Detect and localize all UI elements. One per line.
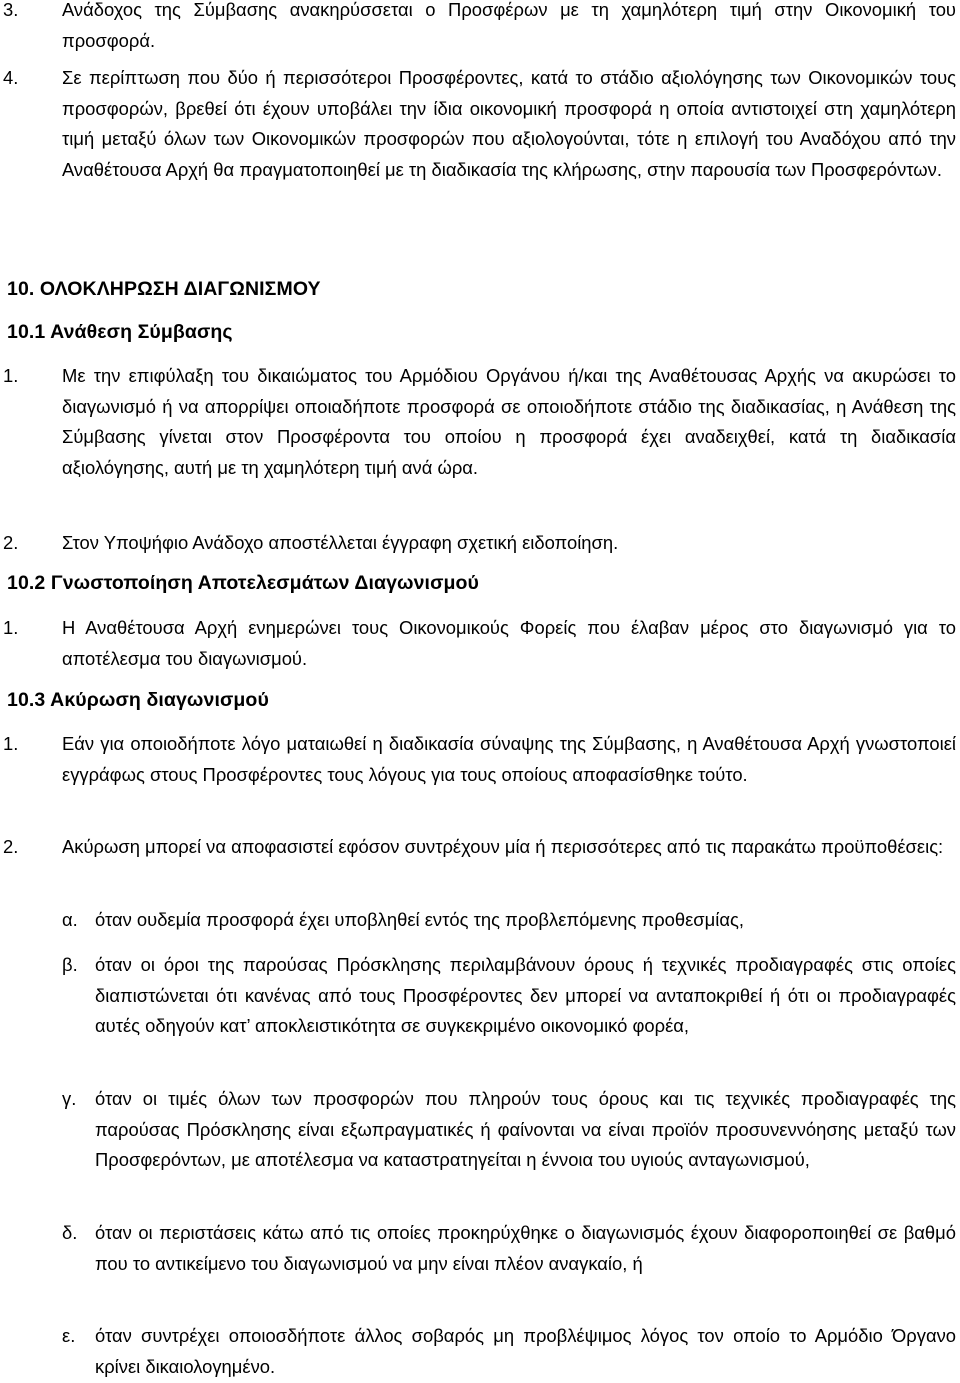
- condition-letter: α.: [62, 909, 78, 930]
- condition-letter: ε.: [62, 1325, 76, 1346]
- subsection-heading-10-2: 10.2 Γνωστοποίηση Αποτελεσμάτων Διαγωνισμού: [7, 572, 480, 594]
- subsection-heading-10-1: 10.1 Ανάθεση Σύμβασης: [7, 321, 233, 343]
- paragraph: όταν συντρέχει οποιοσδήποτε άλλος σοβαρός μη προβλέψιμος λόγος τον οποίο το Αρμόδιο Όργανο κρίνει δικαιολογημένο.: [95, 1325, 956, 1377]
- section-heading-10: 10. ΟΛΟΚΛΗΡΩΣΗ ΔΙΑΓΩΝΙΣΜΟΥ: [7, 278, 321, 300]
- list-number: 4.: [3, 67, 19, 88]
- paragraph: Η Αναθέτουσα Αρχή ενημερώνει τους Οικονομικούς Φορείς που έλαβαν μέρος στο διαγωνισμό για το αποτέλεσμα του διαγωνισμού.: [62, 617, 956, 669]
- subsection-heading-10-3: 10.3 Ακύρωση διαγωνισμού: [7, 689, 269, 711]
- paragraph: Στον Υποψήφιο Ανάδοχο αποστέλλεται έγγραφη σχετική ειδοποίηση.: [62, 532, 619, 553]
- condition-letter: β.: [62, 954, 78, 975]
- list-number: 1.: [3, 733, 19, 754]
- paragraph: όταν οι όροι της παρούσας Πρόσκλησης περιλαμβάνουν όρους ή τεχνικές προδιαγραφές στις οποίες διαπιστώνεται ότι κανένας από τους Προσφέροντες δεν μπορεί να ανταποκριθεί ή ότι οι προδιαγραφές αυτές οδηγούν κατ’ αποκλειστικότητα σε συγκεκριμένο οικονομικό φορέα,: [95, 954, 956, 1036]
- paragraph: Ανάδοχος της Σύμβασης ανακηρύσσεται ο Προσφέρων με τη χαμηλότερη τιμή στην Οικονομική του προσφορά.: [62, 0, 956, 51]
- paragraph: όταν οι τιμές όλων των προσφορών που πληρούν τους όρους και τις τεχνικές προδιαγραφές της παρούσας Πρόσκλησης είναι εξωπραγματικές ή φαίνονται να είναι προϊόν προσυνεννόησης μεταξύ των Προσφερόντων, με αποτέλεσμα να καταστρατηγείται η έννοια του υγιούς ανταγωνισμού,: [95, 1088, 956, 1170]
- list-number: 1.: [3, 365, 19, 386]
- paragraph: όταν ουδεμία προσφορά έχει υποβληθεί εντός της προβλεπόμενης προθεσμίας,: [95, 909, 744, 930]
- paragraph: όταν οι περιστάσεις κάτω από τις οποίες προκηρύχθηκε ο διαγωνισμός έχουν διαφοροποιηθεί σε βαθμό που το αντικείμενο του διαγωνισμού να μην είναι πλέον αναγκαίο, ή: [95, 1222, 956, 1274]
- list-number: 1.: [3, 617, 19, 638]
- paragraph: Εάν για οποιοδήποτε λόγο ματαιωθεί η διαδικασία σύναψης της Σύμβασης, η Αναθέτουσα Αρχή γνωστοποιεί εγγράφως στους Προσφέροντες τους λόγους για τους οποίους αποφασίσθηκε τούτο.: [62, 733, 956, 785]
- condition-letter: δ.: [62, 1222, 78, 1243]
- paragraph: Σε περίπτωση που δύο ή περισσότεροι Προσφέροντες, κατά το στάδιο αξιολόγησης των Οικονομικών τους προσφορών, βρεθεί ότι έχουν υποβάλει την ίδια οικονομική προσφορά η οποία αντιστοιχεί στη χαμηλότερη τιμή μεταξύ όλων των Οικονομικών προσφορών που αξιολογούνται, τότε η επιλογή του Αναδόχου από την Αναθέτουσα Αρχή θα πραγματοποιηθεί με τη διαδικασία της κλήρωσης, στην παρουσία των Προσφερόντων.: [62, 67, 956, 180]
- list-number: 3.: [3, 0, 19, 20]
- paragraph: Με την επιφύλαξη του δικαιώματος του Αρμόδιου Οργάνου ή/και της Αναθέτουσας Αρχής να ακυρώσει το διαγωνισμό ή να απορρίψει οποιαδήποτε προσφορά σε οποιοδήποτε στάδιο της διαδικασίας, η Ανάθεση της Σύμβασης γίνεται στον Προσφέροντα του οποίου η προσφορά έχει αναδειχθεί, κατά τη διαδικασία αξιολόγησης, αυτή με τη χαμηλότερη τιμή ανά ώρα.: [62, 365, 956, 478]
- list-number: 2.: [3, 532, 19, 553]
- condition-letter: γ.: [62, 1088, 77, 1109]
- paragraph: Ακύρωση μπορεί να αποφασιστεί εφόσον συντρέχουν μία ή περισσότερες από τις παρακάτω προϋποθέσεις:: [62, 836, 944, 857]
- list-number: 2.: [3, 836, 19, 857]
